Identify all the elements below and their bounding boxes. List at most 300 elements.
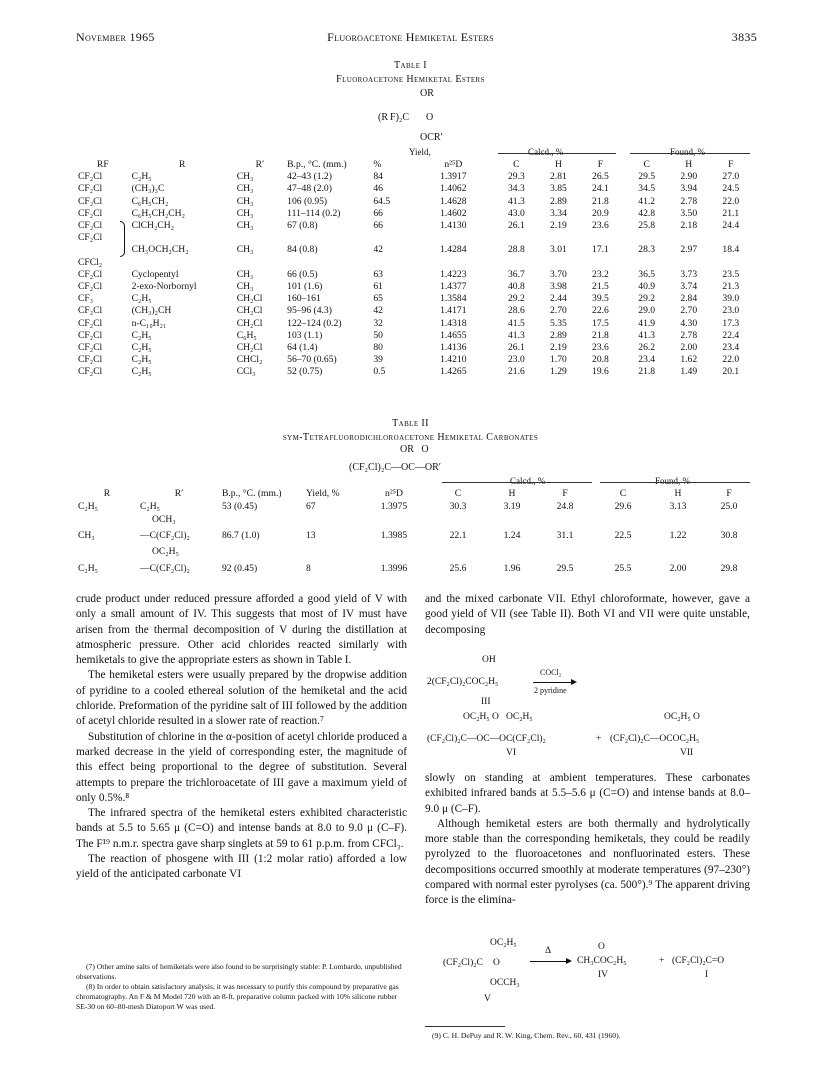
table1-cell: CH₃ [236,171,254,183]
scheme2-arrow [530,961,570,962]
table1-cell: 2.81 [550,171,567,183]
scheme1-product-vi: (CF₂Cl)₂C—OC—OC(CF₂Cl)₂ [427,734,546,744]
table1-cell: 3.01 [550,244,567,256]
table1-cell: 66 [373,220,383,232]
table1-cell: C₂H₅ [131,366,152,378]
table1-cell: 1.62 [680,354,698,366]
table1-cell: 84 [373,171,383,183]
table1-found-rule [630,153,750,154]
table1-cell: 1.29 [550,366,567,378]
scheme1-label-iii: III [481,697,491,707]
table1-cell: CF₂Cl [78,207,103,219]
table1-cell: 42–43 (1.2) [287,171,332,183]
table1-cell: CF₃ [78,293,94,305]
table1-cell: 36.7 [507,268,525,280]
table1-cell: 50 [373,329,383,341]
table1-cell: n-C₁₀H₂₁ [131,317,167,329]
table1-cell: 1.49 [680,366,698,378]
table1-col-rprime: R′ [255,159,265,170]
table1-cell: 29.3 [507,171,525,183]
table1-cell: CH₃OCH₂CH₂ [131,244,189,256]
table2-cell: C₂H₅ [78,562,99,574]
table1-cell: 1.4136 [440,342,467,354]
footnote-7: (7) Other amine salts of hemiketals were also found to be surprisingly stable: P. Lombardo, unpublished observations. [76,962,402,981]
table1-row [76,220,754,232]
table1-row [76,305,754,317]
table2-row [76,559,756,579]
table2-cell: 2.00 [669,562,687,574]
scheme1-plus: + [596,734,602,744]
table1-cell: 66 (0.5) [287,268,318,280]
table1-cell: C₆H₅CH₂ [131,195,169,207]
table2-cell: 53 (0.45) [222,501,258,513]
table1-cell: 24.4 [722,220,740,232]
table1-cell: 23.4 [722,342,740,354]
table2-cell: —C(CF₂Cl)₂ [140,562,190,574]
table1-cell: 1.3917 [440,171,467,183]
table1-calcd-head: Calcd., % [528,147,564,157]
table1-cell: 2.70 [550,305,567,317]
table1-cell: 61 [373,281,383,293]
table1-cell: C₂H₅ [131,293,152,305]
scheme2-left: (CF₂Cl)₂C [443,958,483,968]
table1-cell: 26.1 [507,342,525,354]
table1-cell: 21.3 [722,281,740,293]
table1-cell: CF₂Cl [78,317,103,329]
table1-cell: 21.8 [638,366,656,378]
table2-cell: CH₃ [78,530,95,542]
footnote-8: (8) In order to obtain satisfactory analysis, it was necessary to purify this compound by preparative gas chromatography. An F & M Model 720 with an 8-ft. preparative column packed with 10% silicone rubber SE-30 on 60–80-mesh Diatoport W was used. [76,982,399,1011]
table2-cell: 30.8 [720,530,738,542]
table1-cell: 47–48 (2.0) [287,183,332,195]
scheme2-bottom: OCCH₃ [490,978,520,988]
table1-row [76,281,754,293]
table1-cell: 17.5 [592,317,609,329]
table2-cell: 29.6 [614,501,632,513]
scheme2-product-1: CH₃COC₂H₅ [577,956,627,966]
scheme1-arrow [533,682,575,683]
table2-cell: 25.6 [449,562,467,574]
table2-label: Table II [392,418,429,429]
table1-cell: 84 (0.8) [287,244,318,256]
table2-cell: 1.3975 [380,501,408,513]
table1-cell: C₆H₅CH₂CH₂ [131,207,185,219]
table1-found-head: Found, % [670,147,706,157]
table1-cell: 2.90 [680,171,698,183]
table2-cell: 25.5 [614,562,632,574]
table1-cell: 41.3 [638,329,656,341]
table2-row [76,526,756,546]
table1-cell: 1.4284 [440,244,467,256]
table1-cell: 39.5 [592,293,609,305]
table1-cell: 3.94 [680,183,698,195]
table1-cell: 42 [373,244,383,256]
table2-found-head: Found, % [655,476,691,486]
table2-cell: 1.96 [503,562,521,574]
table1-cell: CF₂Cl [78,281,103,293]
table1-cell: 1.4062 [440,183,467,195]
table1-cell: 1.4377 [440,281,467,293]
table1-row [76,318,754,330]
table1-col-calcd-f: F [597,159,604,170]
table2-header-row [76,488,756,500]
table1-cell: CH₂Cl [236,305,263,317]
table2-col-calcd-f: F [562,488,568,499]
table1-row [76,196,754,208]
table1-cell: 0.5 [373,366,386,378]
table1-cell: 28.3 [638,244,656,256]
table1-cell: 19.6 [592,366,609,378]
table1-cell: 2.00 [680,342,698,354]
table2-cell: 13 [306,530,316,542]
table1-cell: 41.2 [638,195,656,207]
scheme2-label-i: I [705,970,709,980]
table1-cell: 1.4223 [440,268,467,280]
table1-cell: 3.34 [550,207,567,219]
table1-cell: 26.2 [638,342,656,354]
table1-cell: (CH₃)₂CH [131,305,172,317]
table1-cell: 41.9 [638,317,656,329]
table1-cell: CF₂Cl [78,366,103,378]
table1-cell: 29.0 [638,305,656,317]
table2-cell: 1.22 [669,530,687,542]
table1-cell: 2-exo-Norbornyl [131,281,197,293]
table1-cell: 2.18 [680,220,698,232]
table1-cell: 21.5 [592,281,609,293]
table2-found-rule [600,482,750,483]
table1-cell: CH₂Cl [236,293,263,305]
table1-cell: 66 [373,207,383,219]
table1-cell: 2.78 [680,195,698,207]
table2-calcd-rule [442,482,592,483]
table1-cell: 160–161 [287,293,321,305]
table1-col-yield: % [373,159,382,170]
table1-cell: C₂H₅ [131,354,152,366]
table1-structure-oxygen: O [426,112,434,123]
table1-cell: 23.2 [592,268,609,280]
table1-cell: 20.9 [592,207,609,219]
table1-cell: CF₂Cl [78,232,103,244]
table1-cell: 23.0 [507,354,525,366]
table2-cell: 3.19 [503,501,521,513]
table1-cell: 42 [373,305,383,317]
table1-cell: 23.6 [592,342,609,354]
table1-cell: C₂H₅ [131,329,152,341]
table1-cell: 122–124 (0.2) [287,317,342,329]
table1-cell: 65 [373,293,383,305]
table1-cell: 3.50 [680,207,698,219]
table2-col-r: R [103,488,111,499]
table1-cell: 3.74 [680,281,698,293]
table1-cell: 23.5 [722,268,740,280]
table1-structure-bottom: OCR′ [420,132,443,143]
table1-cell: CF₂Cl [78,329,103,341]
table1-cell: 4.30 [680,317,698,329]
table1-yield-head: Yield, [409,147,431,157]
table1-cell: 34.3 [507,183,525,195]
table1-cell: 22.4 [722,329,740,341]
table1-cell: 1.4265 [440,366,467,378]
table1-cell: 1.4171 [440,305,467,317]
footnote-9: (9) C. H. DePuy and R. W. King, Chem. Rev., 60, 431 (1960). [432,1031,621,1040]
table1-cell: 80 [373,342,383,354]
table1-cell: 111–114 (0.2) [287,207,341,219]
table2-cell: 86.7 (1.0) [222,530,260,542]
table2-col-calcd-h: H [508,488,516,499]
table1-cell: 106 (0.95) [287,195,328,207]
table1-cell: 63 [373,268,383,280]
table1-cell: 3.70 [550,268,567,280]
left-footnotes [76,962,407,1012]
scheme2-label-v: V [484,994,491,1004]
paragraph: The infrared spectra of the hemiketal esters exhibited characteristic bands at 5.5 to 5.65 μ (C=O) and intense bands at 8.0 to 9.0 μ (C–F). The F¹⁹ n.m.r. spectra gave sharp singlets at 59 to 61 p.p.m. from CFCl₃. [76,807,407,850]
table1-cell: 26.1 [507,220,525,232]
table2-cell: 31.1 [556,530,574,542]
table2-cell: 30.3 [449,501,467,513]
table1-mixed-row-bottom [76,257,754,269]
table1-cell: C₆H₅ [236,329,257,341]
table1-cell: Cyclopentyl [131,268,179,280]
table1-cell: 1.70 [550,354,567,366]
table1-cell: 23.4 [638,354,656,366]
table1-cell: 2.97 [680,244,698,256]
table1-cell: 1.4655 [440,329,467,341]
table1-cell: C₂H₅ [131,342,152,354]
table1-cell: 24.5 [722,183,740,195]
table2-cell: C₂H₅ [140,501,161,513]
table2-cell: 3.13 [669,501,687,513]
table1-cell: CF₂Cl [78,220,103,232]
table1-row [76,354,754,366]
scheme1-reagent-top: COCl₂ [540,668,562,677]
table1-cell: CF₂Cl [78,305,103,317]
table1-col-calcd-c: C [513,159,520,170]
table1-row [76,366,754,378]
table1-cell: 39 [373,354,383,366]
table1-cell: CF₂Cl [78,342,103,354]
table1-col-nd: n²⁵D [444,159,463,170]
table1-cell: CF₂Cl [78,195,103,207]
scheme2-plus: + [659,956,665,966]
table1-cell: 1.4628 [440,195,467,207]
table1-cell: CH₃ [236,281,254,293]
table2-col-rprime: R′ [174,488,184,499]
table1-cell: 27.0 [722,171,740,183]
table1-cell: C₂H₅ [131,171,152,183]
table1-cell: 36.5 [638,268,656,280]
table1-cell: 103 (1.1) [287,329,323,341]
table1-cell: 67 (0.8) [287,220,318,232]
scheme1-oh: OH [482,655,496,665]
table1-cell: 1.4130 [440,220,467,232]
table2-calcd-head: Calcd., % [510,476,546,486]
table1-cell: 32 [373,317,383,329]
table1-cell: CH₃ [236,244,254,256]
table2-cell: 29.5 [556,562,574,574]
table1-cell: 23.6 [592,220,609,232]
table1-cell: 1.3584 [440,293,467,305]
table2-col-nd: n²⁵D [385,488,403,499]
table2-structure-main: (CF₂Cl)₂C—OC—OR′ [349,462,441,473]
table1-row [76,269,754,281]
table1-cell: 41.5 [507,317,525,329]
table1-cell: CH₂Cl [236,342,263,354]
table1-cell: 3.98 [550,281,567,293]
paragraph: Although hemiketal esters are both thermally and hydrolytically more stable than the corresponding hemiketals, they could be readily pyrolyzed to the fluoroacetones and nonfluorinated esters. These decompositions occurred smoothly at moderate temperatures (97–230°) compared with normal ester pyrolyses (ca. 500°).⁹ The apparent driving force is the elimina- [425,817,750,907]
table1-structure-left: (R F)₂C [378,112,410,123]
table1-cell: 20.8 [592,354,609,366]
table2-cell: 29.8 [720,562,738,574]
table1-col-r: R [178,159,186,170]
table2-cell: 92 (0.45) [222,562,258,574]
table1-cell: CF₂Cl [78,268,103,280]
table1-cell: (CH₃)₃C [131,183,165,195]
header-page-number: 3835 [731,30,757,44]
header-title: Fluoroacetone Hemiketal Esters [327,30,494,44]
scheme1-label-vii: VII [680,748,694,758]
paragraph: Substitution of chlorine in the α-position of acetyl chloride produced a marked decrease in the yield of corresponding ester, the magnitude of this effect being proportional to the degree of substitution. Several attempts to prepare the trichloroacetate of III gave a maximum yield of only 0.5%.⁸ [76,730,407,804]
table1-cell: 95–96 (4.3) [287,305,332,317]
table1-row [76,330,754,342]
table1-cell: 5.35 [550,317,567,329]
table1-cell: 64 (1.4) [287,342,318,354]
table2-cell: 1.3985 [380,530,408,542]
table2-cell: OC₂H₅ [152,546,179,558]
table2-substituent-row [76,514,756,526]
table1-cell: 22.0 [722,195,740,207]
table1-cell: 22.6 [592,305,609,317]
table1-col-calcd-h: H [554,159,562,170]
table1-row [76,293,754,305]
table1-cell: 29.2 [507,293,525,305]
table1-cell: 2.19 [550,342,567,354]
table1-cell: CCl₃ [236,366,256,378]
left-column [76,592,407,883]
table1-cell: 39.0 [722,293,740,305]
scheme1-label-vi: VI [506,748,517,758]
table1-row [76,208,754,220]
table1-cell: CH₃ [236,183,254,195]
table2-cell: C₂H₅ [78,501,99,513]
table2-col-found-f: F [726,488,732,499]
table2-row [76,500,756,514]
table1-cell: 28.8 [507,244,525,256]
table1-cell: 25.8 [638,220,656,232]
table1-cell: 101 (1.6) [287,281,323,293]
scheme2-top: OC₂H₅ [490,938,517,948]
table1-header-row [76,159,754,171]
table1-cell: 17.1 [592,244,609,256]
table1-cell: CH₃ [236,220,254,232]
table1-cell: 41.3 [507,195,525,207]
table2-cell: —C(CF₂Cl)₂ [140,530,190,542]
scheme2-product-oxygen: O [598,942,605,952]
table1-col-found-c: C [643,159,650,170]
footnote-rule [425,1026,505,1027]
scheme1-reactant: 2(CF₂Cl)₂COC₂H₅ [427,677,499,687]
paragraph: The hemiketal esters were usually prepared by the dropwise addition of pyridine to a cooled ethereal solution of the hemiketal and the acid chloride. Preformation of the pyridine salt of III followed by the addition of acetyl chloride resulted in a slower rate of reaction.⁷ [76,669,407,728]
table1-cell: 21.6 [507,366,525,378]
table1-cell: 21.1 [722,207,740,219]
paragraph: slowly on standing at ambient temperatures. These carbonates exhibited infrared bands at 5.5–5.6 μ (C=O) and intense bands at 8.0–9.0 μ (C–F). [425,772,750,815]
table1-cell: 2.78 [680,329,698,341]
paragraph: The reaction of phosgene with III (1:2 molar ratio) afforded a low yield of the anticipated carbonate VI [76,853,407,881]
table1-mixed-row-top [76,232,754,244]
table1-cell: CFCl₂ [78,256,103,268]
table1-cell: 2.44 [550,293,567,305]
table1-cell: CF₂Cl [78,183,103,195]
table1-row [76,171,754,183]
table1-cell: 46 [373,183,383,195]
right-column-bottom [425,771,750,909]
table1-cell: CH₃ [236,207,254,219]
table1-row [76,342,754,354]
table1-cell: 2.89 [550,195,567,207]
table1-mixed-row [76,244,754,256]
table1-structure-top: OR [420,88,434,99]
table1-cell: 26.5 [592,171,609,183]
scheme2-label-iv: IV [598,970,609,980]
table1-cell: 40.9 [638,281,656,293]
table1-cell: 18.4 [722,244,740,256]
table1-cell: 42.8 [638,207,656,219]
table1-cell: 1.4210 [440,354,467,366]
scheme2-product-2: (CF₂Cl)₂C=O [672,956,725,966]
paragraph: crude product under reduced pressure afforded a good yield of V with only a small amount of IV. This suggests that most of IV must have arisen from the thermal decomposition of V during the distillation at atmospheric pressure. Other acid chlorides reacted similarly with hemiketals to give the appropriate esters as shown in Table I. [76,593,407,667]
table2-cell: 67 [306,501,316,513]
table1-cell: 21.8 [592,329,609,341]
table1-brace [120,221,125,257]
table1-cell: 28.6 [507,305,525,317]
table1-cell: 22.0 [722,354,740,366]
table2-structure-top: OR O [400,444,429,455]
table1-cell: 20.1 [722,366,740,378]
table2-col-calcd-c: C [454,488,462,499]
table1-row [76,183,754,195]
table2-cell: OCH₃ [152,514,176,526]
table2-col-found-c: C [619,488,627,499]
table2-cell: 1.3996 [380,562,408,574]
table2-cell: 1.24 [503,530,521,542]
table1-label: Table I [393,60,427,71]
table1-cell: 40.8 [507,281,525,293]
table1-cell: 3.73 [680,268,698,280]
table2 [76,488,756,579]
table1-cell: 24.1 [592,183,609,195]
table1-cell: 43.0 [507,207,525,219]
table2-cell: 8 [306,562,311,574]
table1-cell: ClCH₂CH₂ [131,220,175,232]
table1-cell: CF₂Cl [78,171,103,183]
table2-substituent-row [76,546,756,558]
table1-cell: 29.5 [638,171,656,183]
table1-col-found-f: F [728,159,734,170]
paragraph: and the mixed carbonate VII. Ethyl chloroformate, however, gave a good yield of VII (see Table II). Both VI and VII were quite unstable, decomposing [425,593,750,636]
table1-cell: 64.5 [373,195,391,207]
table2-col-yield: Yield, % [306,488,340,499]
table1-cell: CH₂Cl [236,317,263,329]
table2-title: sym-Tetrafluorodichloroacetone Hemiketal Carbonates [282,432,539,443]
scheme2-delta: Δ [545,946,552,956]
scheme2-oxygen: O [493,958,500,968]
table1-calcd-rule [498,153,616,154]
table2-col-found-h: H [674,488,682,499]
table1-cell: 56–70 (0.65) [287,354,337,366]
table1-cell: 52 (0.75) [287,366,323,378]
header-date: November 1965 [76,30,155,44]
table1 [76,159,754,379]
table2-cell: 22.5 [614,530,632,542]
